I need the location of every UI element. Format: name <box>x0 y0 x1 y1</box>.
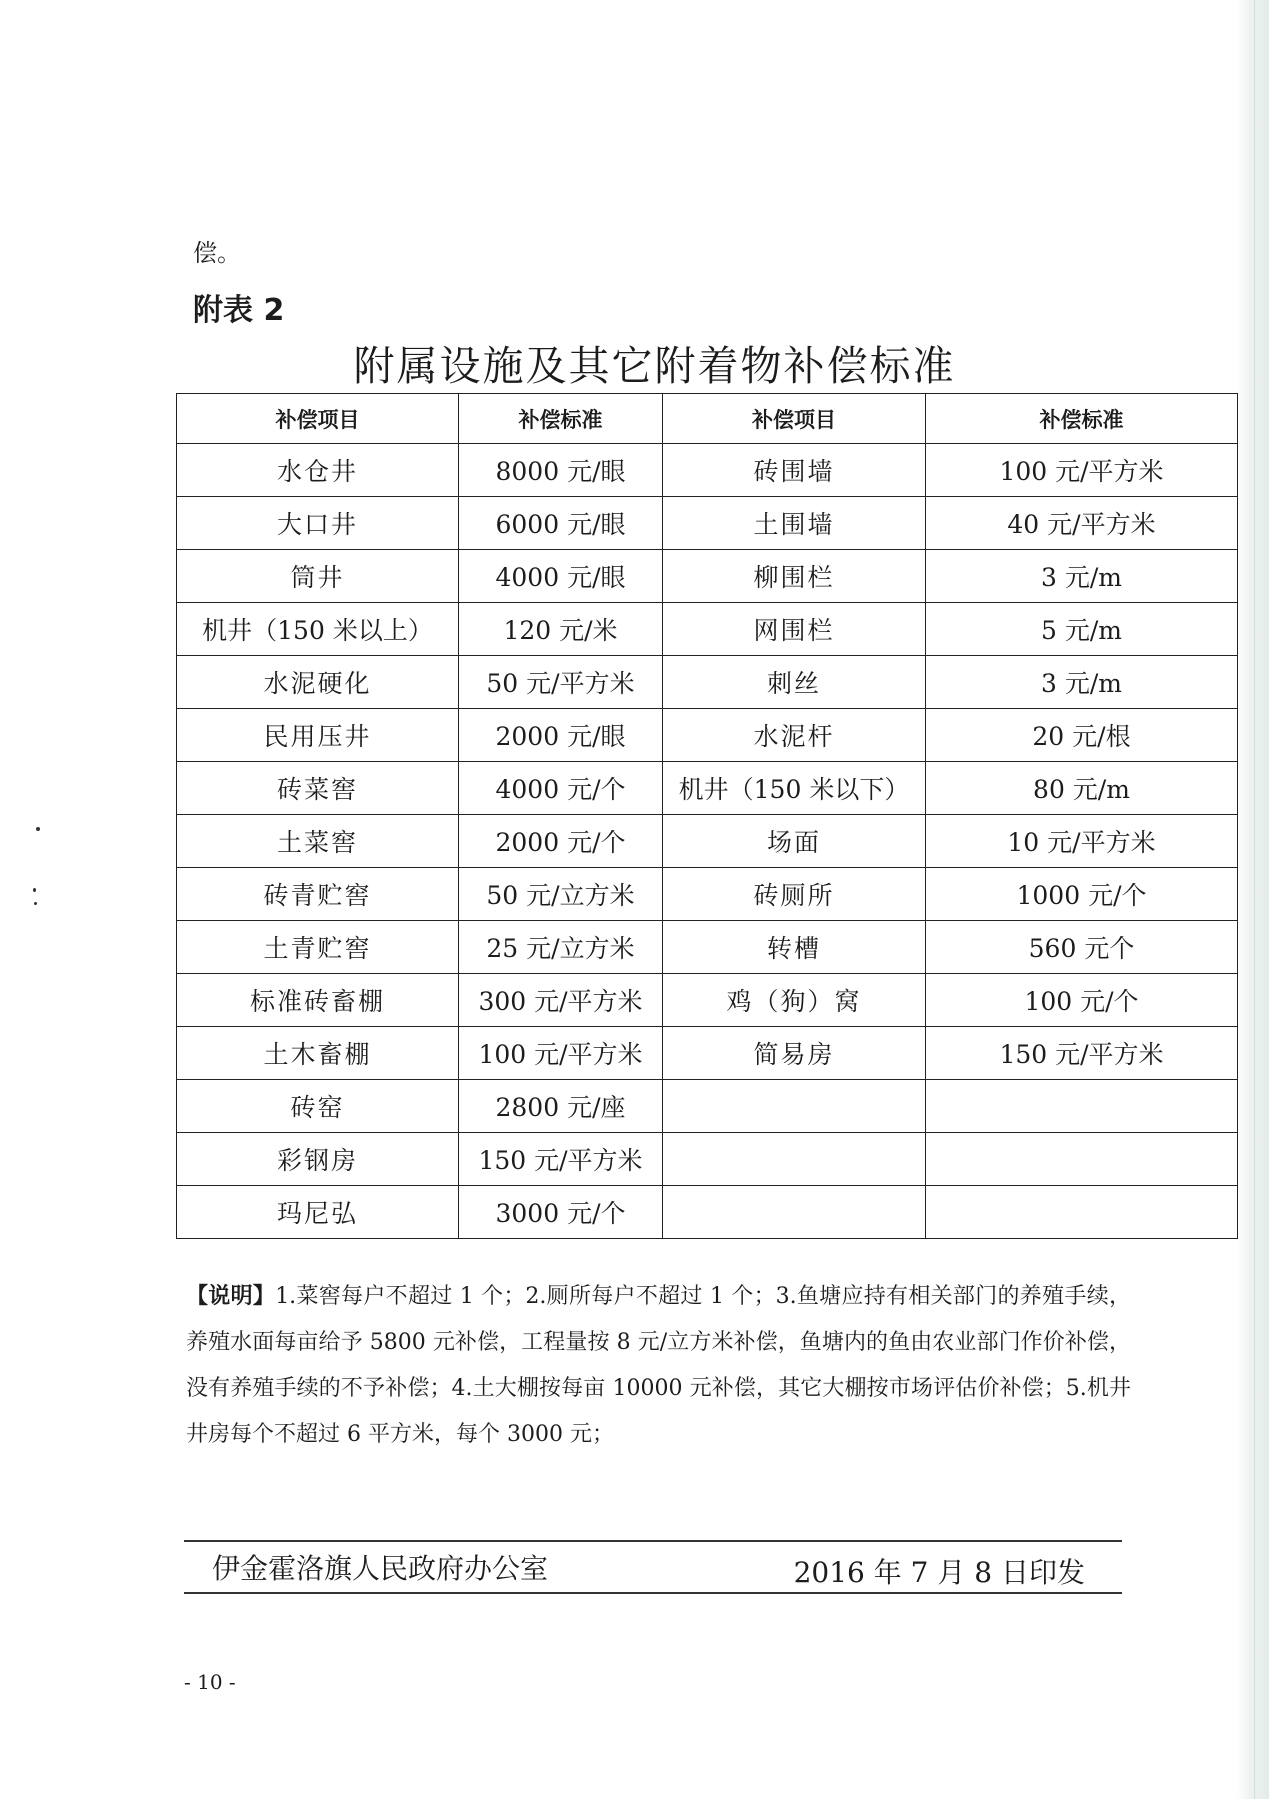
footer-rule-top <box>184 1540 1122 1542</box>
table-cell: 土青贮窖 <box>177 921 459 974</box>
table-cell: 彩钢房 <box>177 1133 459 1186</box>
table-row <box>177 550 1238 603</box>
table-row <box>177 1186 1238 1239</box>
table-cell: 300 元/平方米 <box>459 974 663 1027</box>
table-cell: 150 元/平方米 <box>459 1133 663 1186</box>
table-cell: 20 元/根 <box>926 709 1238 762</box>
table-cell: 560 元个 <box>926 921 1238 974</box>
table-cell: 2000 元/个 <box>459 815 663 868</box>
table-cell: 砖菜窖 <box>177 762 459 815</box>
header-standard: 补偿标准 <box>926 394 1238 444</box>
table-cell: 25 元/立方米 <box>459 921 663 974</box>
header-item: 补偿项目 <box>663 394 926 444</box>
table-row <box>177 868 1238 921</box>
header-standard: 补偿标准 <box>459 394 663 444</box>
table-cell: 3 元/m <box>926 656 1238 709</box>
table-cell-empty <box>926 1133 1238 1186</box>
table-cell: 2000 元/眼 <box>459 709 663 762</box>
table-cell: 100 元/平方米 <box>926 444 1238 497</box>
table-cell: 机井（150 米以下） <box>663 762 926 815</box>
header-item: 补偿项目 <box>177 394 459 444</box>
table-cell: 砖青贮窖 <box>177 868 459 921</box>
table-cell: 砖围墙 <box>663 444 926 497</box>
table-cell: 6000 元/眼 <box>459 497 663 550</box>
appendix-label: 附表 2 <box>193 293 285 328</box>
table-row <box>177 1133 1238 1186</box>
table-cell-empty <box>663 1186 926 1239</box>
table-cell: 刺丝 <box>663 656 926 709</box>
table-cell: 10 元/平方米 <box>926 815 1238 868</box>
table-row <box>177 921 1238 974</box>
table-cell: 民用压井 <box>177 709 459 762</box>
table-cell: 1000 元/个 <box>926 868 1238 921</box>
table-header-row <box>177 394 1238 444</box>
table-cell: 大口井 <box>177 497 459 550</box>
table-cell: 150 元/平方米 <box>926 1027 1238 1080</box>
table-cell-empty <box>663 1080 926 1133</box>
table-row <box>177 497 1238 550</box>
table-cell: 4000 元/眼 <box>459 550 663 603</box>
scan-speck <box>34 902 37 905</box>
table-row <box>177 444 1238 497</box>
table-row <box>177 1080 1238 1133</box>
table-cell: 场面 <box>663 815 926 868</box>
page-edge-line <box>1254 0 1255 1799</box>
table-cell: 2800 元/座 <box>459 1080 663 1133</box>
table-cell: 土围墙 <box>663 497 926 550</box>
note-text: 1.菜窖每户不超过 1 个；2.厕所每户不超过 1 个；3.鱼塘应持有相关部门的养殖手续，养殖水面每亩给予 5800 元补偿，工程量按 8 元/立方米补偿，鱼塘内的鱼由农业部门作价补偿，没有养殖手续的不予补偿；4.土大棚按每亩 10000 元补偿，其它大棚按市场评估价补偿；5.机井井房每个不超过 6 平方米，每个 3000 元； <box>186 1284 1131 1447</box>
table-row <box>177 974 1238 1027</box>
issue-date: 2016 年 7 月 8 日印发 <box>793 1556 1085 1589</box>
table-cell: 50 元/立方米 <box>459 868 663 921</box>
note-label: 【说明】 <box>186 1284 276 1309</box>
table-row <box>177 656 1238 709</box>
table-cell: 水泥杆 <box>663 709 926 762</box>
table-cell: 50 元/平方米 <box>459 656 663 709</box>
compensation-table <box>176 393 1238 1239</box>
table-row <box>177 815 1238 868</box>
table-cell: 标准砖畜棚 <box>177 974 459 1027</box>
table-cell: 机井（150 米以上） <box>177 603 459 656</box>
table-cell-empty <box>926 1186 1238 1239</box>
table-row <box>177 1027 1238 1080</box>
table-cell-empty <box>926 1080 1238 1133</box>
explanation-note <box>186 1274 1131 1458</box>
table-cell: 100 元/个 <box>926 974 1238 1027</box>
table-cell: 转槽 <box>663 921 926 974</box>
scan-speck <box>36 827 40 831</box>
table-cell: 4000 元/个 <box>459 762 663 815</box>
table-cell: 网围栏 <box>663 603 926 656</box>
page-edge-shadow <box>1237 0 1269 1799</box>
table-cell: 鸡（狗）窝 <box>663 974 926 1027</box>
table-cell: 水仓井 <box>177 444 459 497</box>
table-row <box>177 709 1238 762</box>
table-cell-empty <box>663 1133 926 1186</box>
page-number: - 10 - <box>184 1670 236 1694</box>
table-row <box>177 603 1238 656</box>
table-cell: 80 元/m <box>926 762 1238 815</box>
table-title: 附属设施及其它附着物补偿标准 <box>353 342 956 390</box>
footer-rule-bottom <box>184 1592 1122 1594</box>
table-cell: 5 元/m <box>926 603 1238 656</box>
continued-text: 偿。 <box>193 239 241 267</box>
table-cell: 土木畜棚 <box>177 1027 459 1080</box>
table-cell: 水泥硬化 <box>177 656 459 709</box>
table-cell: 8000 元/眼 <box>459 444 663 497</box>
table-cell: 土菜窖 <box>177 815 459 868</box>
table-cell: 3 元/m <box>926 550 1238 603</box>
table-cell: 柳围栏 <box>663 550 926 603</box>
table-cell: 砖窑 <box>177 1080 459 1133</box>
table-row <box>177 762 1238 815</box>
issuing-office: 伊金霍洛旗人民政府办公室 <box>212 1552 549 1585</box>
table-cell: 3000 元/个 <box>459 1186 663 1239</box>
table-cell: 120 元/米 <box>459 603 663 656</box>
table-cell: 砖厕所 <box>663 868 926 921</box>
table-cell: 100 元/平方米 <box>459 1027 663 1080</box>
scan-speck <box>33 888 36 892</box>
table-cell: 简易房 <box>663 1027 926 1080</box>
table-cell: 40 元/平方米 <box>926 497 1238 550</box>
table-cell: 玛尼弘 <box>177 1186 459 1239</box>
table-cell: 筒井 <box>177 550 459 603</box>
